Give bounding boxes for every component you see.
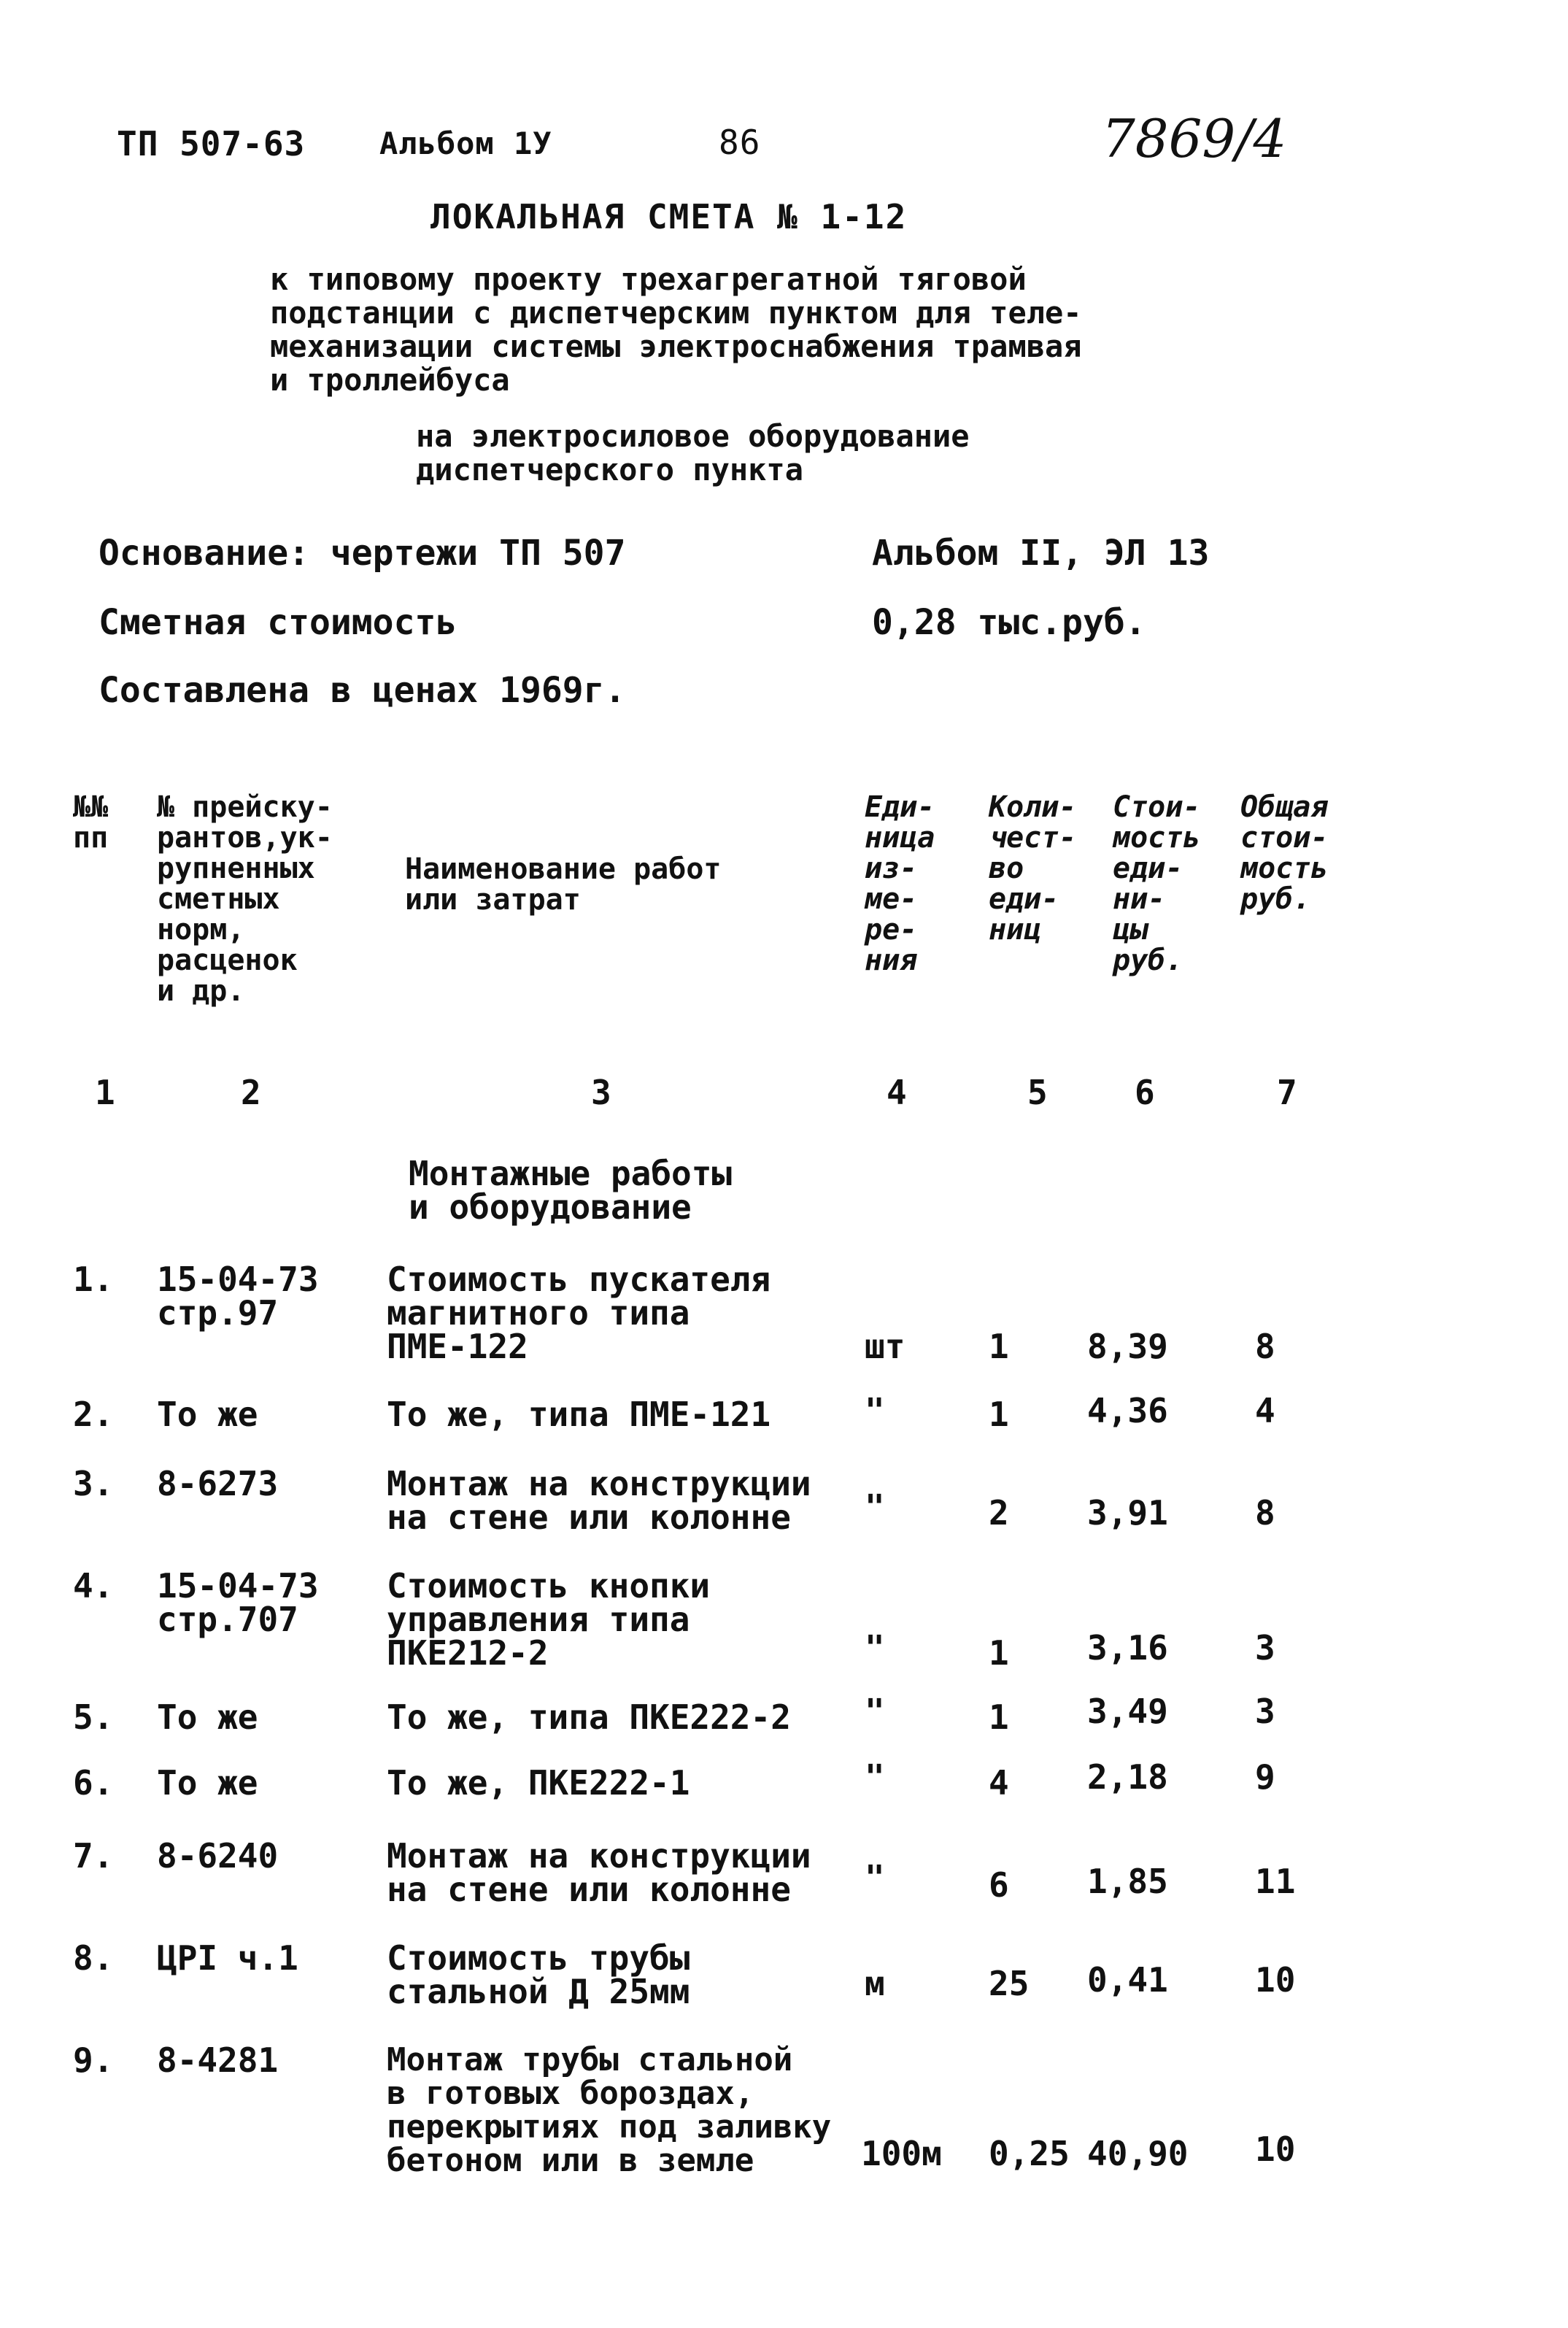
equipment-description: на электросиловое оборудование диспетчерского пункта xyxy=(416,418,970,487)
row-reference: 8-6273 xyxy=(157,1464,279,1503)
header-col-unit-price: Стои- мость еди- ни- цы руб. xyxy=(1113,790,1201,977)
row-total: 3 xyxy=(1255,1692,1275,1731)
row-unit-price: 3,49 xyxy=(1087,1692,1168,1731)
header-col-reference: № прейску- рантов,ук- рупненных сметных норм, расценок и др. xyxy=(157,790,333,1008)
row-total: 8 xyxy=(1255,1327,1275,1366)
row-reference: 15-04-73 стр.97 xyxy=(157,1260,319,1333)
prices-label: Составлена в ценах 1969г. xyxy=(99,670,626,711)
row-unit-price: 4,36 xyxy=(1087,1391,1168,1430)
row-number: 5. xyxy=(73,1697,114,1737)
header-col-number: №№ пп xyxy=(73,790,109,855)
row-name: Стоимость трубы стальной Д 25мм xyxy=(387,1938,690,2011)
row-number: 1. xyxy=(73,1260,114,1299)
row-name: Монтаж трубы стальной в готовых бороздах, перекрытиях под заливку бетоном или в земле xyxy=(387,2041,832,2179)
row-number: 7. xyxy=(73,1836,114,1876)
header-col-total: Общая стои- мость руб. xyxy=(1240,790,1329,916)
row-qty: 2 xyxy=(989,1493,1009,1533)
row-reference: То же xyxy=(157,1763,258,1803)
row-total: 8 xyxy=(1255,1493,1275,1533)
row-total: 4 xyxy=(1255,1391,1275,1430)
header-col-qty: Коли- чест- во еди- ниц xyxy=(989,790,1077,947)
colnum-2: 2 xyxy=(241,1073,261,1112)
row-unit-price: 40,90 xyxy=(1087,2134,1189,2173)
header-col-name: Наименование работ или затрат xyxy=(405,852,722,917)
row-name: Монтаж на конструкции на стене или колонне xyxy=(387,1836,811,1909)
row-unit-price: 0,41 xyxy=(1087,1960,1168,2000)
row-unit-price: 8,39 xyxy=(1087,1327,1168,1366)
row-qty: 25 xyxy=(989,1964,1030,2003)
row-unit-price: 1,85 xyxy=(1087,1862,1168,1901)
row-qty: 0,25 xyxy=(989,2134,1070,2173)
row-name: Стоимость пускателя магнитного типа ПМЕ-122 xyxy=(387,1260,771,1366)
row-number: 9. xyxy=(73,2040,114,2080)
colnum-5: 5 xyxy=(1027,1073,1048,1112)
row-unit-price: 3,91 xyxy=(1087,1493,1168,1533)
row-reference: 15-04-73 стр.707 xyxy=(157,1566,319,1639)
row-unit: " xyxy=(865,1391,885,1430)
colnum-1: 1 xyxy=(95,1073,115,1112)
row-name: То же, типа ПМЕ-121 xyxy=(387,1395,771,1434)
row-unit: м xyxy=(865,1964,885,2003)
row-total: 10 xyxy=(1255,2129,1296,2169)
colnum-6: 6 xyxy=(1135,1073,1155,1112)
row-reference: 8-4281 xyxy=(157,2040,279,2080)
row-number: 3. xyxy=(73,1464,114,1503)
row-unit: 100м xyxy=(861,2134,942,2173)
row-number: 4. xyxy=(73,1566,114,1606)
row-unit: " xyxy=(865,1858,885,1897)
row-total: 3 xyxy=(1255,1628,1275,1668)
row-total: 10 xyxy=(1255,1960,1296,2000)
cost-value: 0,28 тыс.руб. xyxy=(872,602,1146,643)
row-qty: 6 xyxy=(989,1865,1009,1905)
row-unit: " xyxy=(865,1757,885,1797)
page-number: 86 xyxy=(719,123,761,162)
row-name: Монтаж на конструкции на стене или колонне xyxy=(387,1464,811,1537)
row-qty: 1 xyxy=(989,1633,1009,1673)
colnum-4: 4 xyxy=(887,1073,907,1112)
row-name: То же, типа ПКЕ222-2 xyxy=(387,1697,791,1737)
row-reference: То же xyxy=(157,1697,258,1737)
row-qty: 1 xyxy=(989,1395,1009,1434)
cost-label: Сметная стоимость xyxy=(99,602,457,643)
project-description: к типовому проекту трехагрегатной тяговой подстанции с диспетчерским пунктом для теле- механизации системы электроснабжения трамвая и троллейбуса xyxy=(270,261,1082,398)
row-number: 6. xyxy=(73,1763,114,1803)
document-title: ЛОКАЛЬНАЯ СМЕТА № 1-12 xyxy=(430,197,908,236)
colnum-3: 3 xyxy=(591,1073,611,1112)
row-total: 11 xyxy=(1255,1862,1296,1901)
row-reference: То же xyxy=(157,1395,258,1434)
doc-code: ТП 507-63 xyxy=(117,124,306,163)
row-unit-price: 3,16 xyxy=(1087,1628,1168,1668)
row-unit: " xyxy=(865,1628,885,1668)
row-total: 9 xyxy=(1255,1757,1275,1797)
row-qty: 1 xyxy=(989,1327,1009,1366)
row-qty: 4 xyxy=(989,1763,1009,1803)
row-qty: 1 xyxy=(989,1697,1009,1737)
section-title: Монтажные работы и оборудование xyxy=(409,1154,733,1227)
header-col-unit: Еди- ница из- ме- ре- ния xyxy=(865,790,935,977)
row-reference: ЦРI ч.1 xyxy=(157,1938,298,1978)
row-reference: 8-6240 xyxy=(157,1836,279,1876)
row-unit: " xyxy=(865,1487,885,1527)
row-number: 8. xyxy=(73,1938,114,1978)
album-label: Альбом 1У xyxy=(379,126,552,161)
colnum-7: 7 xyxy=(1277,1073,1297,1112)
row-unit: шт xyxy=(865,1327,905,1366)
row-number: 2. xyxy=(73,1395,114,1434)
basis-value: Альбом II, ЭЛ 13 xyxy=(872,533,1210,574)
row-name: То же, ПКЕ222-1 xyxy=(387,1763,690,1803)
row-unit: " xyxy=(865,1692,885,1731)
basis-label: Основание: чертежи ТП 507 xyxy=(99,533,626,574)
row-name: Стоимость кнопки управления типа ПКЕ212-2 xyxy=(387,1566,711,1673)
handwritten-number: 7869/4 xyxy=(1102,108,1287,169)
row-unit-price: 2,18 xyxy=(1087,1757,1168,1797)
